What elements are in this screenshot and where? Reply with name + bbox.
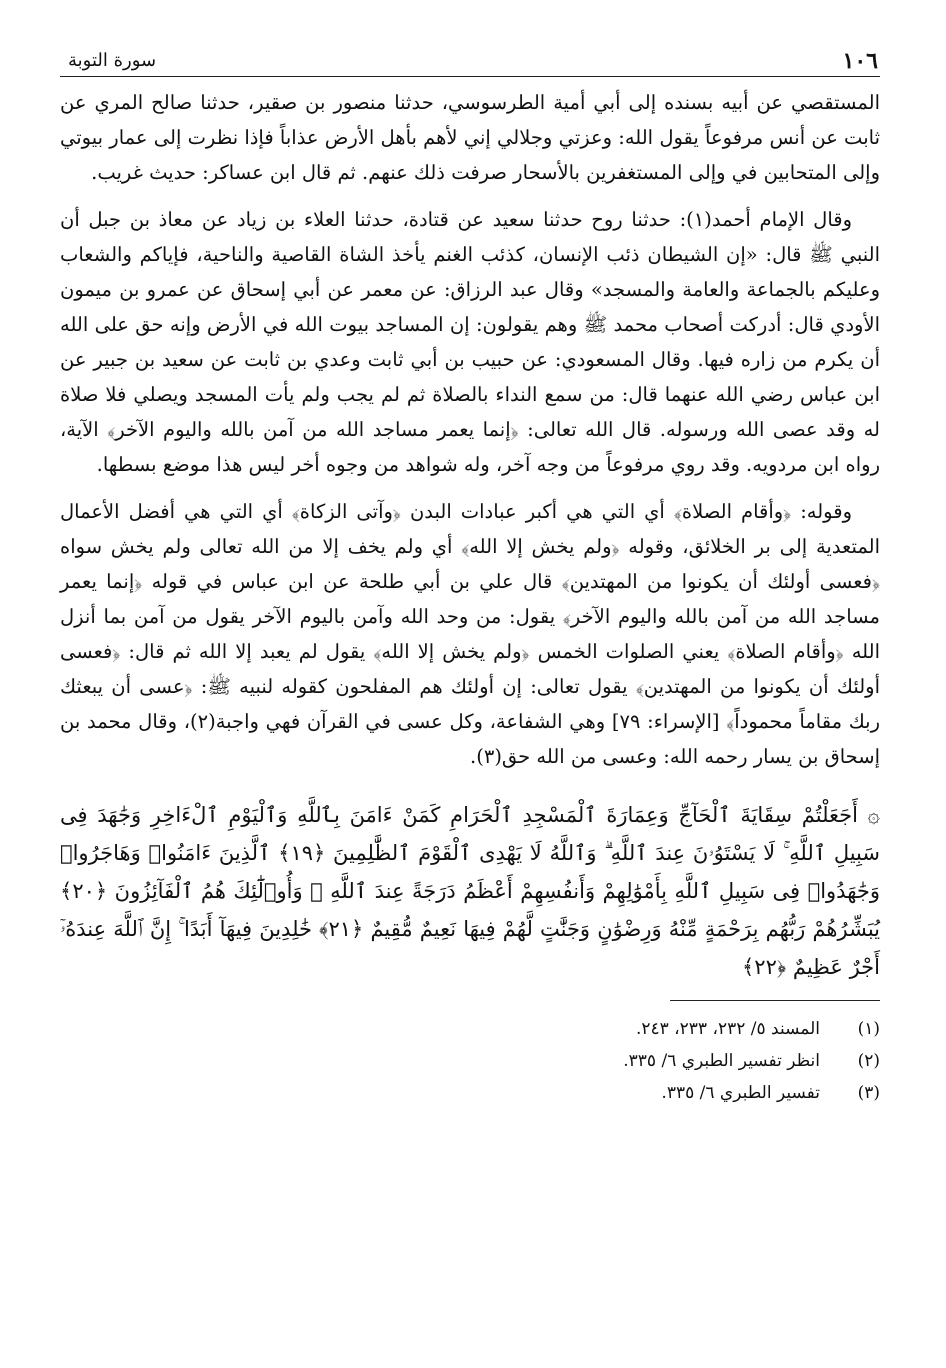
paragraph-2: وقال الإمام أحمد(١): حدثنا روح حدثنا سعيد عن قتادة، حدثنا العلاء بن زياد عن معاذ بن جبل أن النبي ﷺ قال: «إن الشيطان ذئب الإنسان، كذئب الغنم يأخذ الشاة القاصية والناحية، فإياكم والشعاب وعليكم بالجماعة والعامة والمسجد» وقال عبد الرزاق: عن معمر عن أبي إسحاق عن عمرو بن ميمون الأودي قال: أدركت أصحاب محمد ﷺ وهم يقولون: إن المساجد بيوت الله في الأرض وإنه حق على الله أن يكرم من زاره فيها. وقال المسعودي: عن حبيب بن أبي ثابت وعدي بن ثابت عن سعيد بن جبير عن ابن عباس رضي الله عنهما قال: من سمع النداء بالصلاة ثم لم يجب ولم يأت المسجد ويصلي فلا صلاة له وقد عصى الله ورسوله. قال الله تعالى: ﴿إنما يعمر مساجد الله من آمن بالله واليوم الآخر﴾ الآية، رواه ابن مردويه. وقد روي مرفوعاً من وجه آخر، وله شواهد من وجوه أخر ليس هذا موضع بسطها. xyxy=(60,208,880,476)
paragraph-1: المستقصي عن أبيه بسنده إلى أبي أمية الطرسوسي، حدثنا منصور بن صقير، حدثنا صالح المري عن ثابت عن أنس مرفوعاً يقول الله: وعزتي وجلالي إني لأهم بأهل الأرض عذاباً فإذا نظرت إلى عمار بيوتي وإلى المتحابين في وإلى المستغفرين بالأسحار صرفت ذلك عنهم. ثم قال ابن عساكر: حديث غريب. xyxy=(60,91,880,184)
footnote-separator xyxy=(670,1000,880,1001)
page-number: ١٠٦ xyxy=(842,48,878,74)
footnote-number: (٣) xyxy=(857,1083,880,1103)
page-header xyxy=(60,40,880,77)
quran-verses: ۞ أَجَعَلْتُمْ سِقَايَةَ ٱلْحَآجِّ وَعِمَارَةَ ٱلْمَسْجِدِ ٱلْحَرَامِ كَمَنْ ءَامَنَ بِٱللَّهِ وَٱلْيَوْمِ ٱلْءَاخِرِ وَجَٰهَدَ فِى سَبِيلِ ٱللَّهِ ۚ لَا يَسْتَوُۥنَ عِندَ ٱللَّهِ ۗ وَٱللَّهُ لَا يَهْدِى ٱلْقَوْمَ ٱلظَّٰلِمِينَ ﴿١٩﴾ ٱلَّذِينَ ءَامَنُوا۟ وَهَاجَرُوا۟ وَجَٰهَدُوا۟ فِى سَبِيلِ ٱللَّهِ بِأَمْوَٰلِهِمْ وَأَنفُسِهِمْ أَعْظَمُ دَرَجَةً عِندَ ٱللَّهِ ۚ وَأُو۟لَٰٓئِكَ هُمُ ٱلْفَآئِزُونَ ﴿٢٠﴾ يُبَشِّرُهُمْ رَبُّهُم بِرَحْمَةٍ مِّنْهُ وَرِضْوَٰنٍ وَجَنَّٰتٍ لَّهُمْ فِيهَا نَعِيمٌ مُّقِيمٌ ﴿٢١﴾ خَٰلِدِينَ فِيهَآ أَبَدًا ۚ إِنَّ ٱللَّهَ عِندَهُۥٓ أَجْرٌ عَظِيمٌ ﴿٢٢﴾ xyxy=(60,803,881,979)
book-page xyxy=(60,40,880,1340)
footnote-3 xyxy=(60,1077,880,1109)
footnote-text: المسند ٥/ ٢٣٢، ٢٣٣، ٢٤٣. xyxy=(635,1019,820,1039)
surah-title: سورة التوبة xyxy=(68,50,157,71)
footnote-1 xyxy=(60,1013,880,1045)
footnote-text: انظر تفسير الطبري ٦/ ٣٣٥. xyxy=(623,1051,820,1071)
footnotes xyxy=(60,1013,880,1109)
footnote-2 xyxy=(60,1045,880,1077)
footnote-text: تفسير الطبري ٦/ ٣٣٥. xyxy=(661,1083,820,1103)
footnote-number: (١) xyxy=(857,1019,880,1039)
main-text xyxy=(60,85,880,986)
paragraph-3: وقوله: ﴿وأقام الصلاة﴾ أي التي هي أكبر عبادات البدن ﴿وآتى الزكاة﴾ أي التي هي أفضل الأعمال المتعدية إلى بر الخلائق، وقوله ﴿ولم يخش إلا الله﴾ أي ولم يخف إلا من الله تعالى ولم يخش سواه ﴿فعسى أولئك أن يكونوا من المهتدين﴾ قال علي بن أبي طلحة عن ابن عباس في قوله ﴿إنما يعمر مساجد الله من آمن بالله واليوم الآخر﴾ يقول: من وحد الله وآمن باليوم الآخر يقول من آمن بما أنزل الله ﴿وأقام الصلاة﴾ يعني الصلوات الخمس ﴿ولم يخش إلا الله﴾ يقول لم يعبد إلا الله ثم قال: ﴿فعسى أولئك أن يكونوا من المهتدين﴾ يقول تعالى: إن أولئك هم المفلحون كقوله لنبيه ﷺ: ﴿عسى أن يبعثك ربك مقاماً محموداً﴾ [الإسراء: ٧٩] وهي الشفاعة، وكل عسى في القرآن فهي واجبة(٢)، وقال محمد بن إسحاق بن يسار رحمه الله: وعسى من الله حق(٣). xyxy=(60,500,880,768)
footnote-number: (٢) xyxy=(857,1051,880,1071)
